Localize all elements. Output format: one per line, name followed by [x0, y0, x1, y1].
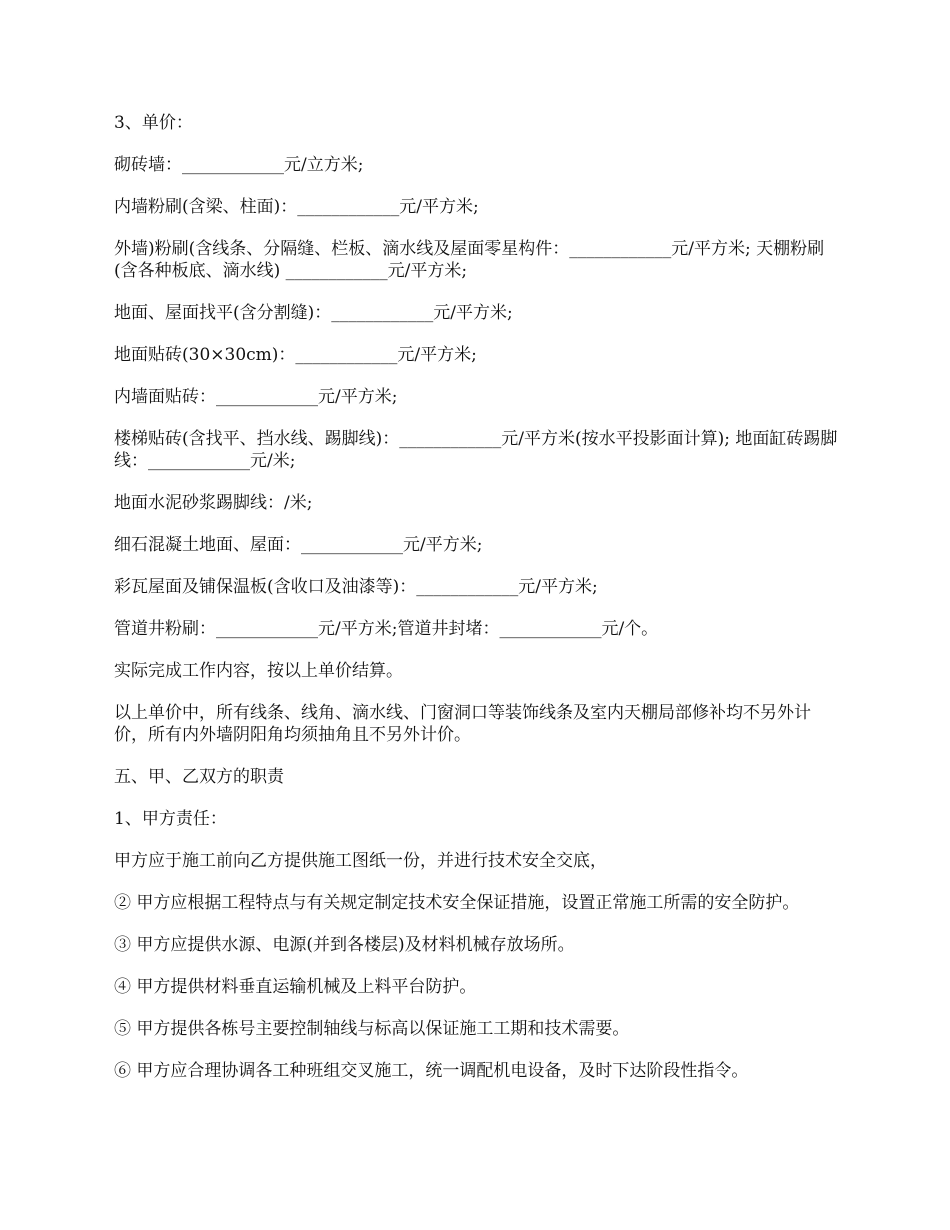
paragraph-pipe-shaft: 管道井粉刷：____________元/平方米;管道井封堵：____________元/个。 [114, 619, 659, 639]
paragraph-tile-roof: 彩瓦屋面及铺保温板(含收口及油漆等)：____________元/平方米; [114, 577, 598, 597]
subheading-party-a: 1、甲方责任： [114, 809, 227, 829]
paragraph-wall-tile: 内墙面贴砖：____________元/平方米; [114, 387, 398, 407]
paragraph-settlement: 实际完成工作内容，按以上单价结算。 [114, 661, 403, 681]
paragraph-party-a-item-1: 甲方应于施工前向乙方提供施工图纸一份，并进行技术安全交底， [114, 851, 607, 871]
paragraph-mortar-skirting: 地面水泥砂浆踢脚线：/米; [114, 493, 313, 513]
paragraph-price-notes: 以上单价中，所有线条、线角、滴水线、门窗洞口等装饰线条及室内天棚局部修补均不另外计价，所有内外墙阴阳角均须抽角且不另外计价。 [114, 703, 811, 745]
section-heading-duties: 五、甲、乙双方的职责 [114, 767, 284, 787]
paragraph-party-a-item-5: ⑤ 甲方提供各栋号主要控制轴线与标高以保证施工工期和技术需要。 [114, 1019, 630, 1039]
paragraph-stair-tile: 楼梯贴砖(含找平、挡水线、踢脚线)：____________元/平方米(按水平投影面计算); 地面缸砖踢脚线：____________元/米; [114, 429, 838, 471]
paragraph-unit-price-heading: 3、单价： [114, 113, 193, 133]
paragraph-concrete-floor: 细石混凝土地面、屋面：____________元/平方米; [114, 535, 483, 555]
paragraph-interior-plaster: 内墙粉刷(含梁、柱面)：____________元/平方米; [114, 197, 479, 217]
paragraph-floor-tile: 地面贴砖(30×30cm)：____________元/平方米; [114, 345, 477, 365]
document-body [114, 112, 840, 1102]
paragraph-brick-wall: 砌砖墙：____________元/立方米; [114, 155, 364, 175]
paragraph-party-a-item-3: ③ 甲方应提供水源、电源(并到各楼层)及材料机械存放场所。 [114, 935, 575, 955]
paragraph-leveling: 地面、屋面找平(含分割缝)：____________元/平方米; [114, 303, 513, 323]
paragraph-exterior-plaster: 外墙)粉刷(含线条、分隔缝、栏板、滴水线及屋面零星构件：____________元/平方米; 天棚粉刷(含各种板底、滴水线) ____________元/平方米; [114, 239, 825, 281]
paragraph-party-a-item-6: ⑥ 甲方应合理协调各工种班组交叉施工，统一调配机电设备，及时下达阶段性指令。 [114, 1061, 749, 1081]
paragraph-party-a-item-2: ② 甲方应根据工程特点与有关规定制定技术安全保证措施，设置正常施工所需的安全防护。 [114, 893, 800, 913]
paragraph-party-a-item-4: ④ 甲方提供材料垂直运输机械及上料平台防护。 [114, 977, 477, 997]
